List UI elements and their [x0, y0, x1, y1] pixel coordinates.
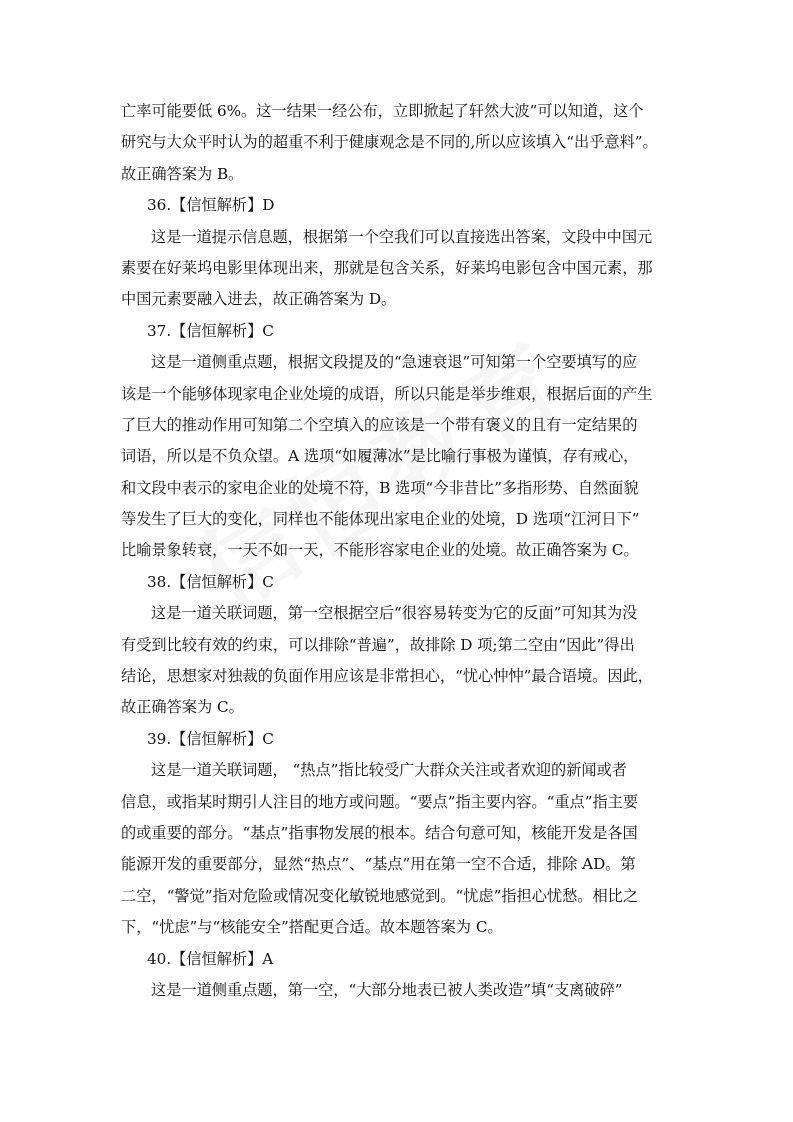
- paragraph-line: 素要在好莱坞电影里体现出来，那就是包含关系，好莱坞电影包含中国元素，那: [121, 258, 653, 277]
- paragraph-line: 词语，所以是不负众望。A 选项“如履薄冰”是比喻行事极为谨慎，存有戒心，: [121, 447, 639, 466]
- paragraph-line: 亡率可能要低 6%。这一结果一经公布，立即掀起了轩然大波”可以知道，这个: [121, 102, 644, 120]
- paragraph-line: 这是一道关联词题，第一空根据空后“很容易转变为它的反面”可知其为没: [151, 604, 638, 623]
- paragraph-line: 故正确答案为 C。: [121, 698, 244, 717]
- paragraph-line: 和文段中表示的家电企业的处境不符，B 选项“今非昔比”多指形势、自然面貌: [121, 478, 639, 497]
- paragraph-line: 研究与大众平时认为的超重不利于健康观念是不同的,所以应该填入“出乎意料”。: [121, 133, 658, 152]
- answer-heading-36: 36.【信恒解析】D: [147, 196, 275, 215]
- paragraph-line: 有受到比较有效的约束，可以排除“普遍”，故排除 D 项;第二空由“因此”得出: [121, 635, 635, 654]
- paragraph-line: 能源开发的重要部分，显然“热点”、“基点”用在第一空不合适，排除 AD。第: [121, 855, 636, 874]
- answer-heading-40: 40.【信恒解析】A: [147, 949, 274, 968]
- paragraph-line: 比喻景象转衰，一天不如一天，不能形容家电企业的处境。故正确答案为 C。: [121, 541, 639, 560]
- paragraph-line: 中国元素要融入进去，故正确答案为 D。: [121, 290, 397, 309]
- paragraph-line: 这是一道侧重点题，根据文段提及的“急速衰退”可知第一个空要填写的应: [151, 353, 638, 372]
- paragraph-line: 下，“忧虑”与“核能安全”搭配更合适。故本题答案为 C。: [121, 918, 503, 937]
- answer-heading-39: 39.【信恒解析】C: [147, 729, 274, 748]
- paragraph-line: 这是一道侧重点题，第一空，“大部分地表已被人类改造”填“支离破碎”: [151, 980, 623, 999]
- paragraph-line: 这是一道提示信息题，根据第一个空我们可以直接选出答案，文段中中国元: [151, 227, 653, 246]
- paragraph-line: 信息，或指某时期引人注目的地方或问题。“要点”指主要内容。“重点”指主要: [121, 792, 639, 811]
- paragraph-line: 结论，思想家对独裁的负面作用应该是非常担心，“忧心忡忡”最合语境。因此，: [121, 667, 653, 686]
- paragraph-line: 故正确答案为 B。: [121, 164, 244, 183]
- paragraph-line: 这是一道关联词题， “热点”指比较受广大群众关注或者欢迎的新闻或者: [151, 761, 627, 780]
- answer-heading-37: 37.【信恒解析】C: [147, 321, 274, 340]
- paragraph-line: 二空，“警觉”指对危险或情况变化敏锐地感觉到。“忧虑”指担心忧愁。相比之: [121, 886, 639, 905]
- document-body: [121, 96, 681, 1006]
- answer-heading-38: 38.【信恒解析】C: [147, 572, 274, 591]
- paragraph-line: 等发生了巨大的变化，同样也不能体现出家电企业的处境，D 选项“江河日下”: [121, 510, 640, 529]
- paragraph-line: 的或重要的部分。“基点”指事物发展的根本。结合句意可知，核能开发是各国: [121, 823, 638, 842]
- paragraph-line: 了巨大的推动作用可知第二个空填入的应该是一个带有褒义的且有一定结果的: [121, 415, 638, 434]
- paragraph-line: 该是一个能够体现家电企业处境的成语，所以只能是举步维艰，根据后面的产生: [121, 384, 653, 403]
